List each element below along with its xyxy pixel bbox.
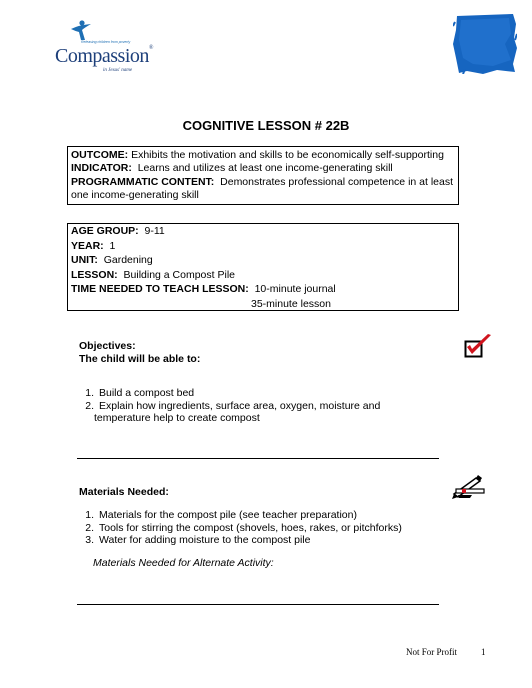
list-item-text: Build a compost bed — [99, 387, 195, 399]
objectives-heading — [79, 340, 200, 366]
pencil-tools-icon — [450, 474, 486, 500]
lesson-label: LESSON: — [71, 268, 118, 281]
age-group-label: AGE GROUP: — [71, 225, 139, 237]
list-item-continuation: temperature help to create compost — [94, 412, 260, 425]
list-item-number: 1. — [85, 509, 94, 521]
time-row-2 — [71, 298, 455, 313]
unit-label: UNIT: — [71, 254, 98, 267]
list-item-number: 2. — [85, 521, 94, 534]
year-row — [71, 240, 455, 255]
indicator-text: Learns and utilizes at least one income-generating skill — [137, 162, 393, 175]
list-item — [79, 522, 439, 535]
objectives-list — [79, 387, 409, 425]
programmatic-content-text: Demonstrates professional competence in at least one income-generating skill — [71, 175, 454, 202]
compassion-logo — [55, 20, 175, 73]
list-item-text: Materials for the compost pile (see teacher preparation) — [99, 509, 357, 521]
indicator-line — [71, 162, 455, 175]
outcome-text: Exhibits the motivation and skills to be economically self-supporting — [131, 149, 444, 161]
alternate-materials-heading: Materials Needed for Alternate Activity: — [93, 557, 274, 569]
time-value-2: 35-minute lesson — [251, 297, 331, 310]
objectives-subheading: The child will be able to: — [79, 353, 201, 365]
paint-splash-decoration — [453, 14, 517, 74]
logo-wordmark — [55, 45, 153, 68]
list-item-text: Explain how ingredients, surface area, oxygen, moisture and — [99, 399, 381, 412]
logo-registered-mark: ® — [148, 45, 153, 51]
age-group-value: 9-11 — [144, 225, 165, 237]
lesson-details-box — [67, 223, 459, 311]
year-label: YEAR: — [71, 239, 104, 252]
logo-subtitle: in Jesus' name — [103, 68, 133, 73]
list-item-text: Tools for stirring the compost (shovels, hoes, rakes, or pitchforks) — [99, 521, 402, 534]
section-divider — [77, 604, 439, 605]
year-value: 1 — [109, 239, 116, 252]
outcome-box — [67, 146, 459, 205]
programmatic-content-line — [71, 176, 455, 203]
indicator-label: INDICATOR: — [71, 162, 132, 175]
list-item — [79, 509, 439, 522]
page-title: COGNITIVE LESSON # 22B — [182, 118, 350, 133]
logo-name: Compassion — [55, 45, 149, 67]
list-item-text: Water for adding moisture to the compost pile — [99, 534, 311, 547]
lesson-value: Building a Compost Pile — [123, 268, 235, 281]
logo-tagline: Releasing children from poverty — [81, 40, 131, 44]
outcome-line — [71, 149, 455, 162]
materials-heading: Materials Needed: — [79, 486, 169, 498]
list-item — [79, 534, 439, 547]
page-number: 1 — [481, 647, 486, 657]
age-group-row — [71, 225, 455, 240]
lesson-row — [71, 269, 455, 284]
materials-list — [79, 509, 439, 547]
list-item — [79, 387, 409, 400]
outcome-label: OUTCOME: — [71, 149, 129, 161]
time-label: TIME NEEDED TO TEACH LESSON: — [71, 283, 249, 296]
list-item — [79, 400, 409, 425]
time-value-1: 10-minute journal — [254, 283, 336, 296]
checked-box-icon — [464, 333, 492, 359]
list-item-number: 3. — [85, 534, 94, 547]
list-item-number: 2. — [85, 399, 94, 412]
programmatic-content-label: PROGRAMMATIC CONTENT: — [71, 175, 215, 188]
logo-figure-icon — [69, 20, 93, 42]
objectives-label: Objectives: — [79, 340, 136, 352]
footer-label: Not For Profit — [406, 647, 458, 657]
unit-row — [71, 254, 455, 269]
section-divider — [77, 458, 439, 459]
time-row — [71, 283, 455, 298]
unit-value: Gardening — [103, 254, 153, 267]
list-item-number: 1. — [85, 387, 94, 399]
